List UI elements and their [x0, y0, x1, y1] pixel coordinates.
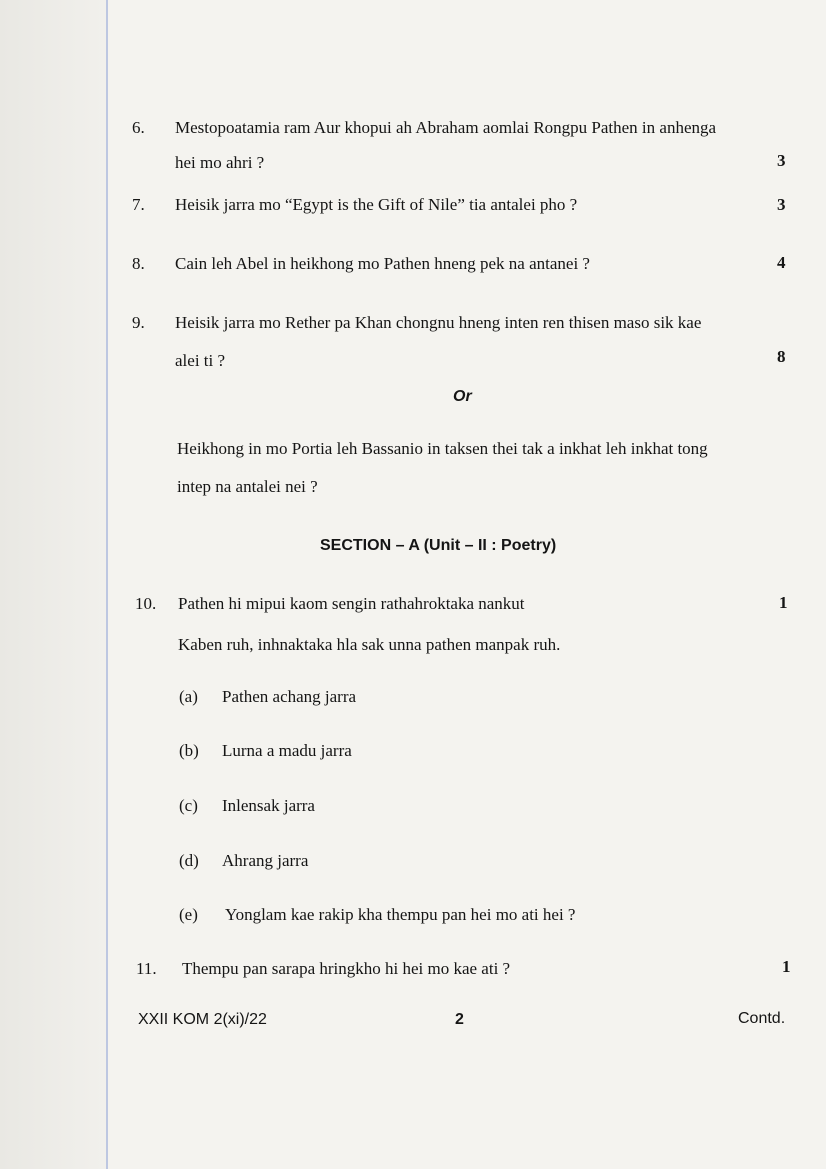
question-number: 11.	[136, 959, 157, 978]
option-label: (d)	[179, 851, 199, 870]
question-9-line2: alei ti ?	[175, 351, 226, 370]
question-text: Mestopoatamia ram Aur khopui ah Abraham aomlai Rongpu Pathen in anhenga	[175, 118, 717, 137]
question-text: Pathen hi mipui kaom sengin rathahroktaka nankut	[178, 594, 525, 613]
option-label: (c)	[179, 796, 198, 815]
option-text: Ahrang jarra	[222, 851, 309, 870]
marks-8: 4	[777, 253, 786, 272]
or-label: Or	[453, 388, 472, 405]
question-10-line2: Kaben ruh, inhnaktaka hla sak unna pathen manpak ruh.	[178, 635, 561, 654]
question-number: 7.	[132, 195, 145, 214]
question-text: Cain leh Abel in heikhong mo Pathen hneng pek na antanei ?	[175, 254, 590, 273]
marks-9: 8	[777, 347, 786, 366]
marks-10: 1	[779, 593, 788, 612]
question-text: Heisik jarra mo Rether pa Khan chongnu hneng inten ren thisen maso sik kae	[175, 313, 702, 332]
marks-11: 1	[782, 957, 791, 976]
marks-6: 3	[777, 151, 786, 170]
question-number: 8.	[132, 254, 145, 273]
or-question-line2: intep na antalei nei ?	[177, 477, 318, 496]
footer-contd: Contd.	[738, 1010, 786, 1027]
question-6-line2: hei mo ahri ?	[175, 153, 265, 172]
margin-rule-line	[106, 0, 108, 1169]
question-number: 10.	[135, 594, 157, 613]
question-text: Heisik jarra mo “Egypt is the Gift of Nile” tia antalei pho ?	[175, 195, 578, 214]
option-label: (b)	[179, 741, 199, 760]
footer-code: XXII KOM 2(xi)/22	[138, 1011, 267, 1028]
option-text: Lurna a madu jarra	[222, 741, 352, 760]
question-text: Thempu pan sarapa hringkho hi hei mo kae ati ?	[182, 959, 511, 978]
question-number: 6.	[132, 118, 145, 137]
option-text: Pathen achang jarra	[222, 687, 357, 706]
footer-page-number: 2	[455, 1011, 464, 1028]
section-title: SECTION – A (Unit – II : Poetry)	[320, 537, 557, 554]
question-number: 9.	[132, 313, 145, 332]
page-margin-shade	[0, 0, 106, 1169]
option-text: Inlensak jarra	[222, 796, 315, 815]
option-label: (a)	[179, 687, 198, 706]
option-text: Yonglam kae rakip kha thempu pan hei mo ati hei ?	[225, 905, 576, 924]
option-label: (e)	[179, 905, 198, 924]
or-question-line1: Heikhong in mo Portia leh Bassanio in taksen thei tak a inkhat leh inkhat tong	[177, 439, 708, 458]
marks-7: 3	[777, 195, 786, 214]
